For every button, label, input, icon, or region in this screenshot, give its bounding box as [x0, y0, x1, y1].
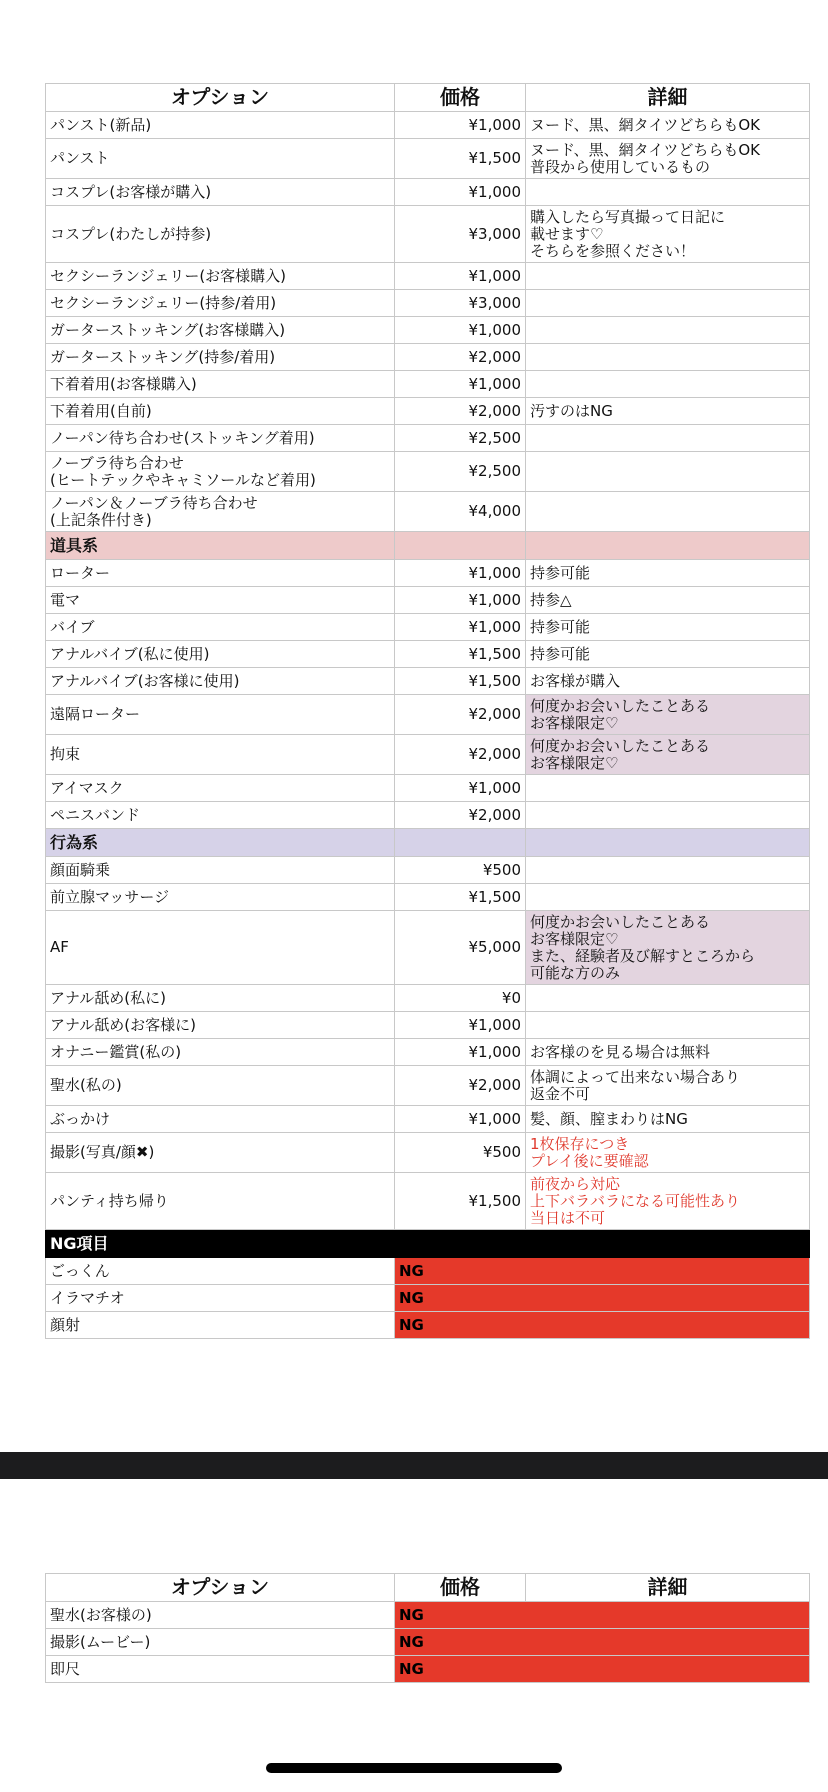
table-row — [46, 290, 810, 317]
price-cell: ¥1,500 — [395, 884, 526, 911]
detail-cell — [526, 775, 810, 802]
price-cell: ¥1,000 — [395, 371, 526, 398]
price-cell: ¥1,000 — [395, 775, 526, 802]
table-row — [46, 802, 810, 829]
price-cell: ¥1,000 — [395, 560, 526, 587]
header-price: 価格 — [395, 1574, 526, 1602]
detail-cell: ヌード、黒、網タイツどちらもOK 普段から使用しているもの — [526, 139, 810, 179]
ng-cell: NG — [395, 1629, 810, 1656]
detail-cell: 何度かお会いしたことある お客様限定♡ また、経験者及び解すところから 可能な方のみ — [526, 911, 810, 985]
table-row — [46, 452, 810, 492]
section-header-ng — [46, 1230, 810, 1258]
table-row — [46, 1258, 810, 1285]
price-cell: ¥2,500 — [395, 425, 526, 452]
table-row — [46, 1106, 810, 1133]
table-row — [46, 263, 810, 290]
detail-cell — [526, 371, 810, 398]
option-cell: 聖水(お客様の) — [46, 1602, 395, 1629]
option-cell: ガーターストッキング(お客様購入) — [46, 317, 395, 344]
price-cell: ¥1,000 — [395, 179, 526, 206]
option-cell: AF — [46, 911, 395, 985]
table-row — [46, 1602, 810, 1629]
option-cell: ローター — [46, 560, 395, 587]
detail-cell — [526, 1012, 810, 1039]
price-cell: ¥1,000 — [395, 1012, 526, 1039]
detail-cell: お客様のを見る場合は無料 — [526, 1039, 810, 1066]
table-row — [46, 139, 810, 179]
price-cell: ¥1,000 — [395, 587, 526, 614]
table-row — [46, 371, 810, 398]
header-row — [46, 84, 810, 112]
price-cell: ¥4,000 — [395, 492, 526, 532]
options-table-2 — [45, 1573, 810, 1683]
price-cell: ¥500 — [395, 1133, 526, 1173]
option-cell: ペニスバンド — [46, 802, 395, 829]
price-cell: ¥1,000 — [395, 263, 526, 290]
table-row — [46, 641, 810, 668]
table-row — [46, 492, 810, 532]
option-cell: ノーパン待ち合わせ(ストッキング着用) — [46, 425, 395, 452]
detail-cell: 体調によって出来ない場合あり 返金不可 — [526, 1066, 810, 1106]
option-cell: 拘束 — [46, 735, 395, 775]
detail-cell: 購入したら写真撮って日記に 載せます♡ そちらを参照ください！ — [526, 206, 810, 263]
option-cell: セクシーランジェリー(持参/着用) — [46, 290, 395, 317]
detail-cell — [526, 290, 810, 317]
option-cell: 聖水(私の) — [46, 1066, 395, 1106]
table-row — [46, 614, 810, 641]
price-cell: ¥500 — [395, 857, 526, 884]
table-row — [46, 1173, 810, 1230]
table-row — [46, 1133, 810, 1173]
option-cell: 顔射 — [46, 1312, 395, 1339]
header-price: 価格 — [395, 84, 526, 112]
ng-cell: NG — [395, 1258, 810, 1285]
option-cell: バイブ — [46, 614, 395, 641]
detail-cell — [526, 344, 810, 371]
table-row — [46, 344, 810, 371]
table-row — [46, 560, 810, 587]
option-cell: 下着着用(お客様購入) — [46, 371, 395, 398]
option-cell: 電マ — [46, 587, 395, 614]
price-cell: ¥2,500 — [395, 452, 526, 492]
option-cell: セクシーランジェリー(お客様購入) — [46, 263, 395, 290]
price-cell: ¥2,000 — [395, 735, 526, 775]
home-indicator[interactable] — [266, 1763, 562, 1773]
price-cell: ¥1,500 — [395, 139, 526, 179]
option-cell: 顔面騎乗 — [46, 857, 395, 884]
table-row — [46, 1066, 810, 1106]
option-cell: ごっくん — [46, 1258, 395, 1285]
ng-cell: NG — [395, 1656, 810, 1683]
header-detail: 詳細 — [526, 1574, 810, 1602]
section-blank — [395, 532, 526, 560]
option-cell: パンスト(新品) — [46, 112, 395, 139]
detail-cell: 前夜から対応 上下バラバラになる可能性あり 当日は不可 — [526, 1173, 810, 1230]
option-cell: 撮影(ムービー) — [46, 1629, 395, 1656]
price-cell: ¥2,000 — [395, 344, 526, 371]
option-cell: アナル舐め(お客様に) — [46, 1012, 395, 1039]
price-cell: ¥1,500 — [395, 1173, 526, 1230]
detail-cell: 髪、顔、膣まわりはNG — [526, 1106, 810, 1133]
price-cell: ¥2,000 — [395, 398, 526, 425]
option-cell: 撮影(写真/顔✖) — [46, 1133, 395, 1173]
price-cell: ¥5,000 — [395, 911, 526, 985]
option-cell: アイマスク — [46, 775, 395, 802]
header-row — [46, 1574, 810, 1602]
price-cell: ¥3,000 — [395, 290, 526, 317]
detail-cell: 何度かお会いしたことある お客様限定♡ — [526, 735, 810, 775]
detail-cell: ヌード、黒、網タイツどちらもOK — [526, 112, 810, 139]
table-row — [46, 775, 810, 802]
section-title: NG項目 — [46, 1230, 810, 1258]
table-row — [46, 1656, 810, 1683]
option-cell: ガーターストッキング(持参/着用) — [46, 344, 395, 371]
ng-cell: NG — [395, 1312, 810, 1339]
option-cell: アナルバイブ(お客様に使用) — [46, 668, 395, 695]
price-cell: ¥2,000 — [395, 1066, 526, 1106]
option-cell: 遠隔ローター — [46, 695, 395, 735]
price-cell: ¥0 — [395, 985, 526, 1012]
price-cell: ¥1,000 — [395, 614, 526, 641]
detail-cell — [526, 263, 810, 290]
table-row — [46, 735, 810, 775]
section-blank — [395, 829, 526, 857]
price-cell: ¥3,000 — [395, 206, 526, 263]
detail-cell: 汚すのはNG — [526, 398, 810, 425]
price-cell: ¥1,500 — [395, 641, 526, 668]
table-row — [46, 985, 810, 1012]
section-header-acts — [46, 829, 810, 857]
section-blank — [526, 829, 810, 857]
table-row — [46, 857, 810, 884]
section-title: 行為系 — [46, 829, 395, 857]
header-detail: 詳細 — [526, 84, 810, 112]
table-row — [46, 668, 810, 695]
detail-cell — [526, 425, 810, 452]
option-cell: アナルバイブ(私に使用) — [46, 641, 395, 668]
option-cell: アナル舐め(私に) — [46, 985, 395, 1012]
option-cell: ノーブラ待ち合わせ (ヒートテックやキャミソールなど着用) — [46, 452, 395, 492]
option-cell: パンスト — [46, 139, 395, 179]
ng-cell: NG — [395, 1602, 810, 1629]
table-row — [46, 425, 810, 452]
price-cell: ¥1,000 — [395, 317, 526, 344]
option-cell: 下着着用(自前) — [46, 398, 395, 425]
table-row — [46, 911, 810, 985]
ng-cell: NG — [395, 1285, 810, 1312]
price-cell: ¥1,000 — [395, 112, 526, 139]
table-row — [46, 1012, 810, 1039]
detail-cell — [526, 985, 810, 1012]
price-cell: ¥2,000 — [395, 695, 526, 735]
table-row — [46, 112, 810, 139]
detail-cell: 何度かお会いしたことある お客様限定♡ — [526, 695, 810, 735]
table-row — [46, 884, 810, 911]
detail-cell — [526, 884, 810, 911]
detail-cell: 持参可能 — [526, 641, 810, 668]
detail-cell: 持参可能 — [526, 614, 810, 641]
option-cell: ノーパン＆ノーブラ待ち合わせ (上記条件付き) — [46, 492, 395, 532]
price-cell: ¥1,000 — [395, 1106, 526, 1133]
option-cell: イラマチオ — [46, 1285, 395, 1312]
options-table — [45, 83, 810, 1339]
detail-cell — [526, 857, 810, 884]
option-cell: コスプレ(わたしが持参) — [46, 206, 395, 263]
table-row — [46, 1629, 810, 1656]
option-cell: 即尺 — [46, 1656, 395, 1683]
detail-cell: お客様が購入 — [526, 668, 810, 695]
option-cell: パンティ持ち帰り — [46, 1173, 395, 1230]
image-divider-bar — [0, 1452, 828, 1479]
detail-cell — [526, 317, 810, 344]
option-cell: ぶっかけ — [46, 1106, 395, 1133]
table-row — [46, 179, 810, 206]
detail-cell: 1枚保存につき プレイ後に要確認 — [526, 1133, 810, 1173]
price-cell: ¥1,500 — [395, 668, 526, 695]
table-row — [46, 398, 810, 425]
table-row — [46, 1285, 810, 1312]
table-row — [46, 1039, 810, 1066]
option-cell: オナニー鑑賞(私の) — [46, 1039, 395, 1066]
table-row — [46, 1312, 810, 1339]
table-row — [46, 317, 810, 344]
detail-cell: 持参△ — [526, 587, 810, 614]
table-row — [46, 206, 810, 263]
table-row — [46, 695, 810, 735]
option-cell: 前立腺マッサージ — [46, 884, 395, 911]
detail-cell: 持参可能 — [526, 560, 810, 587]
price-cell: ¥1,000 — [395, 1039, 526, 1066]
section-header-tools — [46, 532, 810, 560]
header-option: オプション — [46, 84, 395, 112]
header-option: オプション — [46, 1574, 395, 1602]
price-cell: ¥2,000 — [395, 802, 526, 829]
detail-cell — [526, 492, 810, 532]
table-row — [46, 587, 810, 614]
section-title: 道具系 — [46, 532, 395, 560]
detail-cell — [526, 802, 810, 829]
section-blank — [526, 532, 810, 560]
option-cell: コスプレ(お客様が購入) — [46, 179, 395, 206]
detail-cell — [526, 179, 810, 206]
detail-cell — [526, 452, 810, 492]
